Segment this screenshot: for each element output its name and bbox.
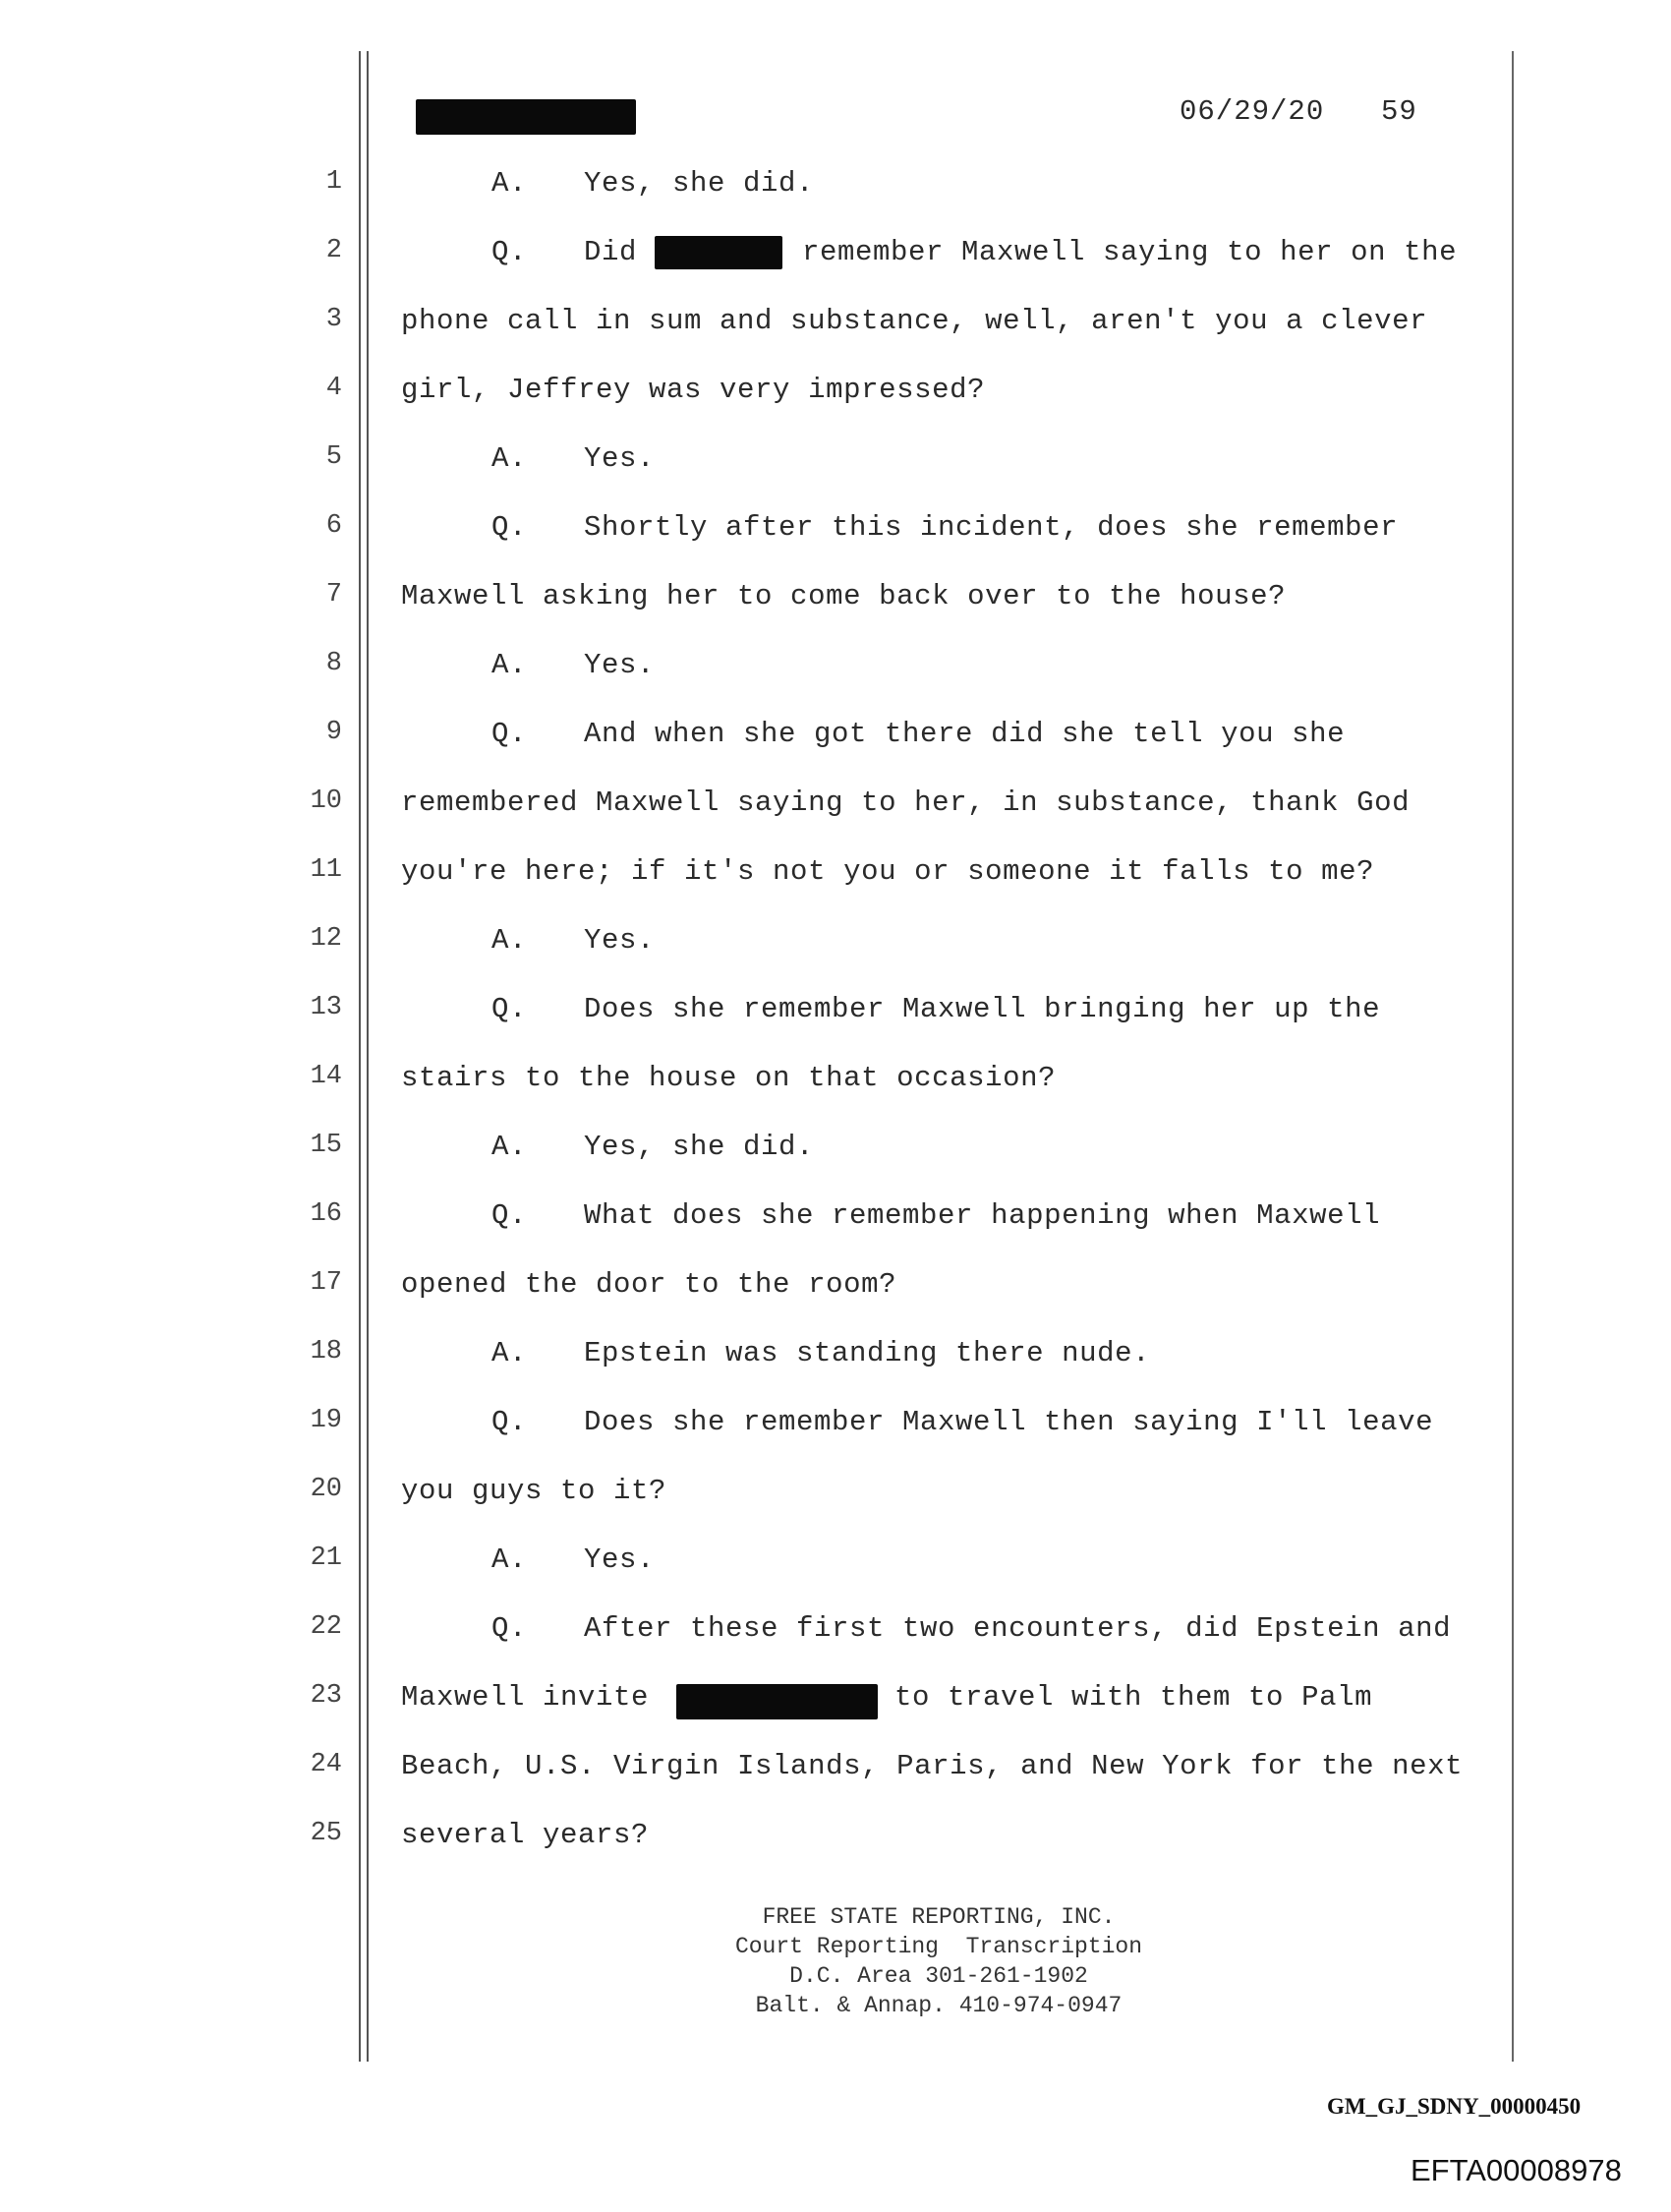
header-page-number: 59 bbox=[1381, 95, 1417, 128]
transcript-line bbox=[491, 1406, 1433, 1438]
line-content: Yes. bbox=[584, 442, 656, 475]
line-content: Yes. bbox=[584, 1543, 656, 1576]
speaker-label: A. bbox=[491, 1543, 528, 1576]
line-number: 10 bbox=[310, 786, 342, 816]
speaker-label: A. bbox=[491, 924, 528, 957]
line-content: Does she remember Maxwell then saying I'll leave bbox=[584, 1406, 1434, 1438]
line-number: 19 bbox=[310, 1406, 342, 1435]
line-number: 9 bbox=[325, 718, 342, 747]
line-number: 7 bbox=[325, 580, 342, 610]
transcript-line: you guys to it? bbox=[401, 1475, 667, 1507]
transcript-line: Beach, U.S. Virgin Islands, Paris, and New York for the next bbox=[401, 1750, 1464, 1782]
speaker-label: Q. bbox=[491, 511, 528, 544]
line-content-before-redaction: Did bbox=[584, 236, 638, 268]
transcript-line bbox=[491, 924, 655, 957]
transcript-line bbox=[491, 1543, 655, 1576]
line-content: Shortly after this incident, does she remember bbox=[584, 511, 1399, 544]
line-content: Does she remember Maxwell bringing her up the bbox=[584, 993, 1381, 1025]
footer-services: Court Reporting Transcription bbox=[734, 1934, 1143, 1959]
speaker-label: A. bbox=[491, 442, 528, 475]
transcript-line: phone call in sum and substance, well, aren't you a clever bbox=[401, 305, 1428, 337]
line-number: 20 bbox=[310, 1475, 342, 1504]
right-margin-rule bbox=[1512, 51, 1514, 2062]
header-date: 06/29/20 bbox=[1180, 95, 1325, 128]
transcript-line bbox=[491, 993, 1380, 1025]
line-content: What does she remember happening when Maxwell bbox=[584, 1199, 1381, 1232]
left-margin-rule-outer bbox=[359, 51, 361, 2062]
footer-balt-phone: Balt. & Annap. 410-974-0947 bbox=[755, 1993, 1123, 2018]
line-content: Yes. bbox=[584, 649, 656, 681]
transcript-line bbox=[491, 236, 637, 268]
line-number: 4 bbox=[325, 374, 342, 403]
redaction-name bbox=[655, 236, 782, 269]
line-content: And when she got there did she tell you she bbox=[584, 718, 1346, 750]
line-content: Yes, she did. bbox=[584, 1131, 815, 1163]
line-number: 22 bbox=[310, 1612, 342, 1642]
transcript-line bbox=[491, 718, 1345, 750]
line-number: 17 bbox=[310, 1268, 342, 1298]
speaker-label: Q. bbox=[491, 993, 528, 1025]
speaker-label: A. bbox=[491, 167, 528, 200]
line-number: 8 bbox=[325, 649, 342, 678]
transcript-line: several years? bbox=[401, 1819, 650, 1851]
transcript-line bbox=[491, 1199, 1380, 1232]
line-number: 12 bbox=[310, 924, 342, 954]
speaker-label: Q. bbox=[491, 1199, 528, 1232]
line-number: 11 bbox=[310, 855, 342, 885]
line-number: 16 bbox=[310, 1199, 342, 1229]
line-content: After these first two encounters, did Epstein and bbox=[584, 1612, 1452, 1645]
transcript-line bbox=[491, 649, 655, 681]
line-number: 2 bbox=[325, 236, 342, 265]
line-number: 3 bbox=[325, 305, 342, 334]
line-content: Yes, she did. bbox=[584, 167, 815, 200]
transcript-line: Maxwell asking her to come back over to the house? bbox=[401, 580, 1287, 612]
line-content-after-redaction: remember Maxwell saying to her on the bbox=[802, 236, 1458, 268]
reporter-footer bbox=[619, 1902, 1258, 2020]
transcript-line bbox=[491, 511, 1398, 544]
line-number: 18 bbox=[310, 1337, 342, 1367]
left-margin-rule-inner bbox=[367, 51, 369, 2062]
line-content: Epstein was standing there nude. bbox=[584, 1337, 1151, 1369]
transcript-line bbox=[491, 1337, 1150, 1369]
redaction-header bbox=[416, 99, 636, 135]
transcript-line bbox=[491, 167, 814, 200]
line-number: 1 bbox=[325, 167, 342, 197]
transcript-line bbox=[491, 1612, 1451, 1645]
speaker-label: A. bbox=[491, 649, 528, 681]
speaker-label: Q. bbox=[491, 718, 528, 750]
line-number: 5 bbox=[325, 442, 342, 472]
line-number: 15 bbox=[310, 1131, 342, 1160]
line-number: 25 bbox=[310, 1819, 342, 1848]
speaker-label: A. bbox=[491, 1131, 528, 1163]
transcript-line: remembered Maxwell saying to her, in substance, thank God bbox=[401, 786, 1411, 819]
speaker-label: A. bbox=[491, 1337, 528, 1369]
redaction-name bbox=[676, 1684, 878, 1719]
transcript-line: you're here; if it's not you or someone it falls to me? bbox=[401, 855, 1375, 888]
transcript-line: stairs to the house on that occasion? bbox=[401, 1062, 1057, 1094]
speaker-label: Q. bbox=[491, 1406, 528, 1438]
footer-dc-phone: D.C. Area 301-261-1902 bbox=[789, 1963, 1088, 1989]
bates-number: GM_GJ_SDNY_00000450 bbox=[1327, 2094, 1582, 2119]
transcript-line: opened the door to the room? bbox=[401, 1268, 897, 1301]
transcript-line bbox=[491, 442, 655, 475]
line-number: 6 bbox=[325, 511, 342, 541]
line-number: 13 bbox=[310, 993, 342, 1022]
line-content-before-redaction: Maxwell invite bbox=[401, 1681, 650, 1714]
line-content: Yes. bbox=[584, 924, 656, 957]
footer-company: FREE STATE REPORTING, INC. bbox=[762, 1904, 1116, 1930]
line-number: 23 bbox=[310, 1681, 342, 1711]
transcript-line bbox=[491, 1131, 814, 1163]
efta-number: EFTA00008978 bbox=[1411, 2153, 1622, 2187]
line-content-after-redaction: to travel with them to Palm bbox=[894, 1681, 1373, 1714]
speaker-label: Q. bbox=[491, 236, 528, 268]
transcript-line: girl, Jeffrey was very impressed? bbox=[401, 374, 986, 406]
line-number: 24 bbox=[310, 1750, 342, 1779]
speaker-label: Q. bbox=[491, 1612, 528, 1645]
line-number: 21 bbox=[310, 1543, 342, 1573]
line-number: 14 bbox=[310, 1062, 342, 1091]
